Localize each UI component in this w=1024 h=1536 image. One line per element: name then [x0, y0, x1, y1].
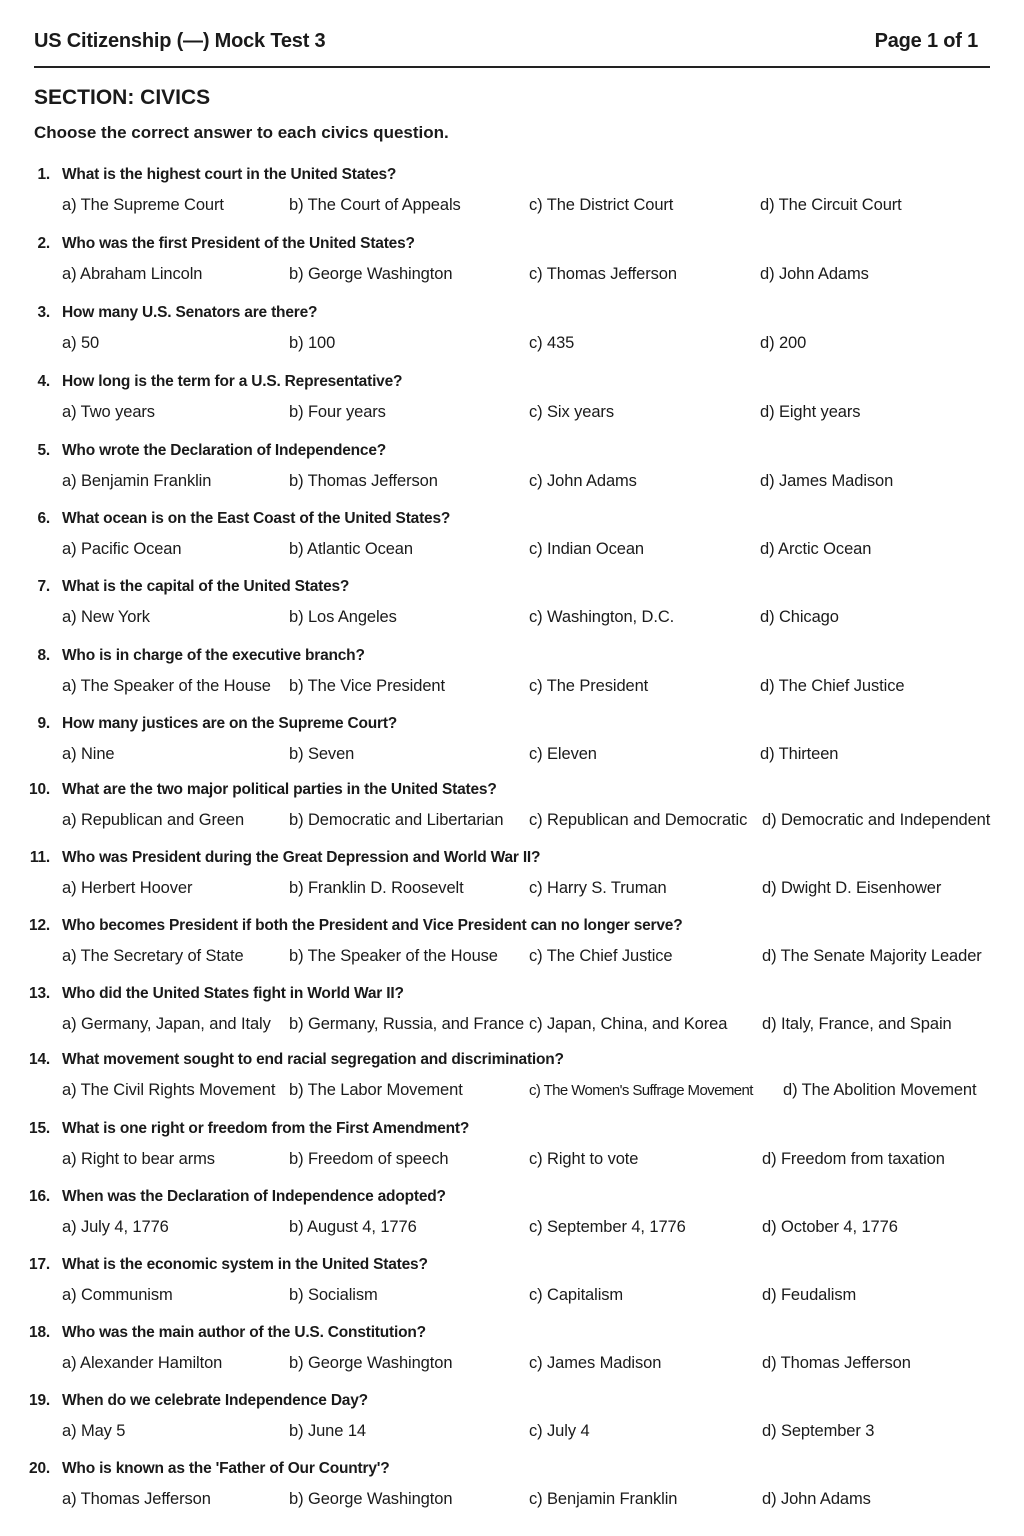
answer-option[interactable]: b) Democratic and Libertarian — [289, 811, 504, 829]
answer-option[interactable]: b) Franklin D. Roosevelt — [289, 879, 464, 897]
answer-option[interactable]: c) The District Court — [529, 196, 674, 214]
question-text: Who wrote the Declaration of Independence? — [62, 442, 387, 459]
question-number: 13. — [29, 985, 50, 1002]
answer-option[interactable]: a) Nine — [62, 745, 115, 763]
question-number: 19. — [29, 1392, 50, 1409]
answer-option[interactable]: a) The Speaker of the House — [62, 677, 271, 695]
answer-option[interactable]: d) Eight years — [760, 403, 861, 421]
question-text: Who did the United States fight in World War II? — [62, 985, 404, 1002]
answer-option[interactable]: c) John Adams — [529, 472, 637, 490]
answer-option[interactable]: b) Socialism — [289, 1286, 378, 1304]
question-number: 1. — [37, 166, 50, 183]
answer-option[interactable]: b) George Washington — [289, 1354, 453, 1372]
answer-option[interactable]: a) Right to bear arms — [62, 1150, 215, 1168]
answer-option[interactable]: b) June 14 — [289, 1422, 366, 1440]
answer-option[interactable]: b) Thomas Jefferson — [289, 472, 438, 490]
answer-option[interactable]: d) Democratic and Independent — [762, 811, 991, 829]
answer-option[interactable]: c) Right to vote — [529, 1150, 639, 1168]
answer-option[interactable]: d) James Madison — [760, 472, 894, 490]
answer-option[interactable]: a) New York — [62, 608, 150, 626]
question-number: 14. — [29, 1051, 50, 1068]
answer-option[interactable]: c) Thomas Jefferson — [529, 265, 677, 283]
answer-option[interactable]: c) Washington, D.C. — [529, 608, 675, 626]
answer-option[interactable]: a) Alexander Hamilton — [62, 1354, 223, 1372]
answer-option[interactable]: c) The President — [529, 677, 649, 695]
question-text: How long is the term for a U.S. Representative? — [62, 373, 403, 390]
section-instructions: Choose the correct answer to each civics question. — [34, 123, 449, 142]
answer-option[interactable]: d) The Circuit Court — [760, 196, 902, 214]
page-number: Page 1 of 1 — [874, 30, 978, 52]
question-number: 2. — [37, 235, 50, 252]
question-text: Who was the first President of the United States? — [62, 235, 415, 252]
answer-option[interactable]: b) Freedom of speech — [289, 1150, 449, 1168]
answer-option[interactable]: b) Germany, Russia, and France — [289, 1015, 525, 1033]
answer-option[interactable]: c) 435 — [529, 334, 575, 352]
question-text: Who was the main author of the U.S. Constitution? — [62, 1324, 426, 1341]
answer-option[interactable]: d) John Adams — [762, 1490, 871, 1508]
answer-option[interactable]: a) The Civil Rights Movement — [62, 1081, 276, 1099]
question-text: Who is known as the 'Father of Our Country'? — [62, 1460, 390, 1477]
answer-option[interactable]: c) Capitalism — [529, 1286, 624, 1304]
answer-option[interactable]: b) The Speaker of the House — [289, 947, 498, 965]
answer-option[interactable]: b) The Labor Movement — [289, 1081, 463, 1099]
answer-option[interactable]: b) Atlantic Ocean — [289, 540, 413, 558]
question-text: When do we celebrate Independence Day? — [62, 1392, 368, 1409]
answer-option[interactable]: a) Two years — [62, 403, 155, 421]
answer-option[interactable]: a) Communism — [62, 1286, 173, 1304]
answer-option[interactable]: b) Seven — [289, 745, 355, 763]
question-text: Who is in charge of the executive branch? — [62, 647, 365, 664]
answer-option[interactable]: a) 50 — [62, 334, 100, 352]
answer-option[interactable]: c) Harry S. Truman — [529, 879, 667, 897]
question-number: 20. — [29, 1460, 50, 1477]
answer-option[interactable]: d) Dwight D. Eisenhower — [762, 879, 942, 897]
answer-option[interactable]: c) Republican and Democratic — [529, 811, 748, 829]
answer-option[interactable]: a) Herbert Hoover — [62, 879, 193, 897]
answer-option[interactable]: b) The Court of Appeals — [289, 196, 461, 214]
answer-option[interactable]: c) September 4, 1776 — [529, 1218, 686, 1236]
question-text: What is one right or freedom from the First Amendment? — [62, 1120, 470, 1137]
question-text: Who was President during the Great Depression and World War II? — [62, 849, 541, 866]
answer-option[interactable]: d) Freedom from taxation — [762, 1150, 945, 1168]
section-title: SECTION: CIVICS — [34, 86, 211, 109]
answer-option[interactable]: c) Eleven — [529, 745, 597, 763]
question-number: 7. — [37, 578, 50, 595]
answer-option[interactable]: c) Six years — [529, 403, 614, 421]
answer-option[interactable]: c) The Women's Suffrage Movement — [529, 1082, 753, 1099]
question-number: 17. — [29, 1256, 50, 1273]
question-text: What is the economic system in the United States? — [62, 1256, 428, 1273]
question-text: What ocean is on the East Coast of the United States? — [62, 510, 451, 527]
answer-option[interactable]: d) Arctic Ocean — [760, 540, 872, 558]
question-number: 12. — [29, 917, 50, 934]
answer-option[interactable]: c) The Chief Justice — [529, 947, 673, 965]
answer-option[interactable]: b) 100 — [289, 334, 336, 352]
answer-option[interactable]: a) Thomas Jefferson — [62, 1490, 211, 1508]
question-text: Who becomes President if both the President and Vice President can no longer serve? — [62, 917, 683, 934]
question-text: What is the capital of the United States? — [62, 578, 350, 595]
question-number: 6. — [37, 510, 50, 527]
answer-option[interactable]: d) 200 — [760, 334, 807, 352]
answer-option[interactable]: d) October 4, 1776 — [762, 1218, 898, 1236]
answer-option[interactable]: d) John Adams — [760, 265, 869, 283]
answer-option[interactable]: a) Republican and Green — [62, 811, 245, 829]
document-title: US Citizenship (—) Mock Test 3 — [34, 30, 326, 52]
answer-option[interactable]: d) Thomas Jefferson — [762, 1354, 911, 1372]
answer-option[interactable]: c) James Madison — [529, 1354, 662, 1372]
answer-option[interactable]: b) Los Angeles — [289, 608, 397, 626]
question-number: 3. — [37, 304, 50, 321]
answer-option[interactable]: a) Pacific Ocean — [62, 540, 182, 558]
answer-option[interactable]: a) May 5 — [62, 1422, 126, 1440]
answer-option[interactable]: d) Thirteen — [760, 745, 839, 763]
answer-option[interactable]: c) Japan, China, and Korea — [529, 1015, 728, 1033]
answer-option[interactable]: b) George Washington — [289, 265, 453, 283]
answer-option[interactable]: d) September 3 — [762, 1422, 875, 1440]
answer-option[interactable]: d) Feudalism — [762, 1286, 857, 1304]
answer-option[interactable]: b) August 4, 1776 — [289, 1218, 417, 1236]
question-number: 11. — [29, 849, 50, 866]
answer-option[interactable]: b) Four years — [289, 403, 386, 421]
question-number: 4. — [37, 373, 50, 390]
question-text: What movement sought to end racial segregation and discrimination? — [62, 1051, 564, 1068]
question-text: How many justices are on the Supreme Court? — [62, 715, 398, 732]
answer-option[interactable]: d) The Senate Majority Leader — [762, 947, 982, 965]
answer-option[interactable]: a) Germany, Japan, and Italy — [62, 1015, 271, 1033]
answer-option[interactable]: c) Indian Ocean — [529, 540, 644, 558]
question-text: What is the highest court in the United States? — [62, 166, 397, 183]
question-number: 5. — [37, 442, 50, 459]
answer-option[interactable]: b) The Vice President — [289, 677, 445, 695]
answer-option[interactable]: c) July 4 — [529, 1422, 590, 1440]
question-number: 9. — [37, 715, 50, 732]
question-number: 8. — [37, 647, 50, 664]
answer-option[interactable]: a) July 4, 1776 — [62, 1218, 169, 1236]
question-number: 16. — [29, 1188, 50, 1205]
answer-option[interactable]: d) The Chief Justice — [760, 677, 905, 695]
answer-option[interactable]: a) The Supreme Court — [62, 196, 224, 214]
answer-option[interactable]: d) Chicago — [760, 608, 839, 626]
question-text: When was the Declaration of Independence adopted? — [62, 1188, 446, 1205]
answer-option[interactable]: c) Benjamin Franklin — [529, 1490, 678, 1508]
question-text: How many U.S. Senators are there? — [62, 304, 318, 321]
answer-option[interactable]: a) The Secretary of State — [62, 947, 244, 965]
answer-option[interactable]: a) Benjamin Franklin — [62, 472, 212, 490]
question-text: What are the two major political parties in the United States? — [62, 781, 497, 798]
question-number: 15. — [29, 1120, 50, 1137]
answer-option[interactable]: b) George Washington — [289, 1490, 453, 1508]
question-number: 18. — [29, 1324, 50, 1341]
answer-option[interactable]: d) The Abolition Movement — [783, 1081, 977, 1099]
question-number: 10. — [29, 781, 50, 798]
answer-option[interactable]: a) Abraham Lincoln — [62, 265, 203, 283]
answer-option[interactable]: d) Italy, France, and Spain — [762, 1015, 952, 1033]
